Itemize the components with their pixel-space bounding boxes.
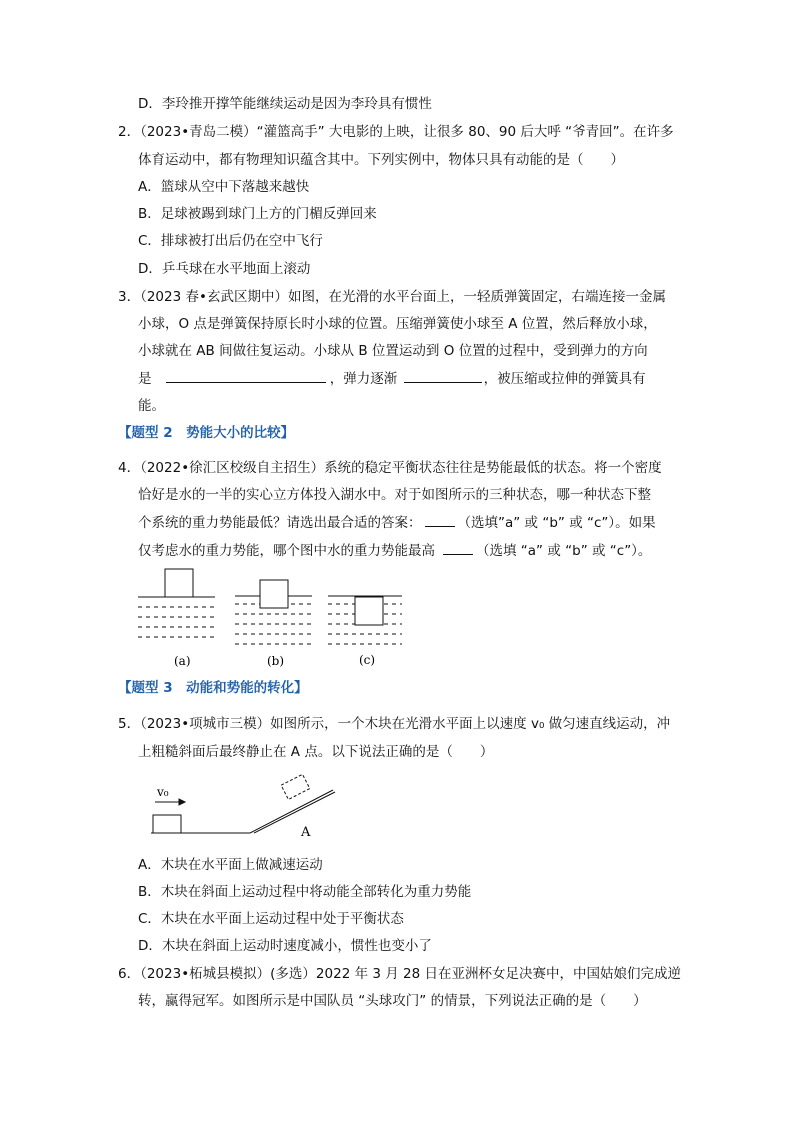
q3-text-c: ，被压缩或拉伸的弹簧具有 <box>483 371 646 387</box>
q3-answer-blank-1[interactable] <box>166 368 326 383</box>
q2-stem-line2: 体育运动中，都有物理知识蕴含其中。下列实例中，物体只具有动能的是（ ） <box>138 152 624 168</box>
q3-stem-line1: 3．（2023 春•玄武区期中）如图，在光滑的水平台面上，一轻质弹簧固定，右端连接一金属 <box>118 289 666 305</box>
point-a-label: A <box>301 825 311 840</box>
q3-stem-line2: 小球，O 点是弹簧保持原长时小球的位置。压缩弹簧使小球至 A 位置，然后释放小球， <box>138 316 657 332</box>
q3-stem-line4 <box>138 368 646 389</box>
q4-text-b: （选填”a” 或 “b” 或 “c”）。如果 <box>457 515 656 531</box>
section-heading-3: 【题型 3 动能和势能的转化】 <box>118 680 308 696</box>
q2-option-c: C．排球被打出后仍在空中飞行 <box>138 233 323 249</box>
q5-option-b: B．木块在斜面上运动过程中将动能全部转化为重力势能 <box>138 884 472 900</box>
q5-ramp-figure <box>145 770 345 842</box>
q3-stem-line5: 能。 <box>138 398 165 414</box>
figure-label-a: (a) <box>174 654 191 668</box>
q5-option-c: C．木块在水平面上运动过程中处于平衡状态 <box>138 911 404 927</box>
q6-stem-line2: 转，赢得冠军。如图所示是中国队员 “头球攻门” 的情景，下列说法正确的是（ ） <box>138 993 647 1009</box>
velocity-label: v₀ <box>157 785 169 799</box>
q4-text-d: （选填 “a” 或 “b” 或 “c”）。 <box>476 543 652 559</box>
q3-text-b: ，弹力逐渐 <box>329 371 398 387</box>
block-at-a-dashed <box>281 774 310 799</box>
q5-option-a: A．木块在水平面上做减速运动 <box>138 857 323 873</box>
q1-option-d: D．李玲推开撑竿能继续运动是因为李玲具有惯性 <box>138 96 432 112</box>
cube-a <box>165 569 193 597</box>
q4-text-c: 仅考虑水的重力势能，哪个图中水的重力势能最高 <box>138 543 435 559</box>
q2-option-a: A．篮球从空中下落越来越快 <box>138 179 310 195</box>
q4-stem-line3 <box>138 512 656 533</box>
q3-answer-blank-2[interactable] <box>404 368 482 383</box>
figure-label-c: (c) <box>359 653 376 667</box>
cube-c <box>355 597 383 625</box>
q6-stem-line1: 6．（2023•柘城县模拟）(多选）2022 年 3 月 28 日在亚洲杯女足决赛中，中国姑娘们完成逆 <box>118 966 682 982</box>
q2-stem-line1: 2．（2023•青岛二模）“灌篮高手” 大电影的上映，让很多 80、90 后大呼 “爷青回”。在许多 <box>118 124 674 140</box>
q3-text-a: 是 <box>138 371 152 387</box>
q4-stem-line1: 4．（2022•徐汇区校级自主招生）系统的稳定平衡状态往往是势能最低的状态。将一个密度 <box>118 460 662 476</box>
q4-cube-figure <box>130 562 415 672</box>
q4-stem-line4 <box>138 540 651 561</box>
q5-option-d: D．木块在斜面上运动时速度减小，惯性也变小了 <box>138 938 432 954</box>
figure-label-b: (b) <box>267 654 285 668</box>
q5-stem-line2: 上粗糙斜面后最终静止在 A 点。以下说法正确的是（ ） <box>138 744 494 760</box>
q5-stem-line1: 5．（2023•项城市三模）如图所示，一个木块在光滑水平面上以速度 v₀ 做匀速直线运动，冲 <box>118 716 671 732</box>
cube-b <box>260 580 288 608</box>
q3-stem-line3: 小球就在 AB 间做往复运动。小球从 B 位置运动到 O 位置的过程中，受到弹力的方向 <box>138 343 648 359</box>
q2-option-d: D．乒乓球在水平地面上滚动 <box>138 261 311 277</box>
q4-answer-blank-1[interactable] <box>425 512 455 527</box>
wooden-block <box>153 815 181 833</box>
section-heading-2: 【题型 2 势能大小的比较】 <box>118 425 295 441</box>
q4-text-a: 个系统的重力势能最低？请选出最合适的答案： <box>138 515 422 531</box>
q4-stem-line2: 恰好是水的一半的实心立方体投入湖水中。对于如图所示的三种状态，哪一种状态下整 <box>138 487 651 503</box>
q2-option-b: B．足球被踢到球门上方的门楣反弹回来 <box>138 206 377 222</box>
q4-answer-blank-2[interactable] <box>443 540 473 555</box>
